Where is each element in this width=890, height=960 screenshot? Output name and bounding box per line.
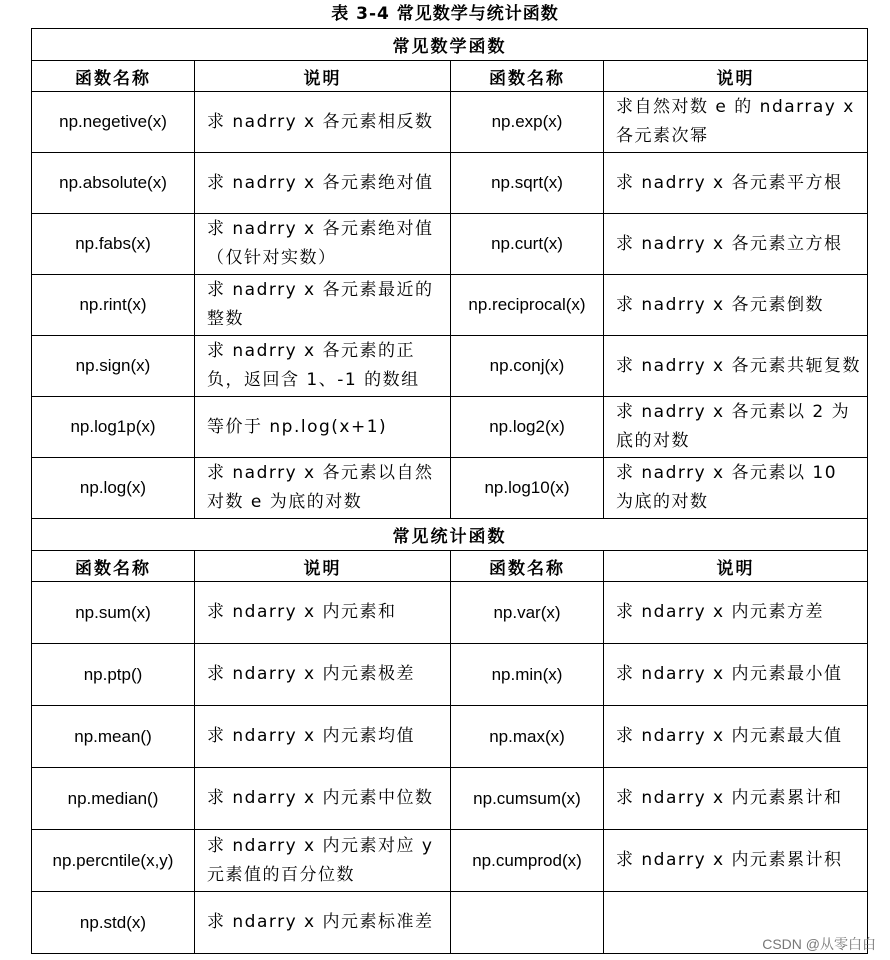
function-name: np.max(x) [451,706,604,768]
function-name: np.cumsum(x) [451,768,604,830]
function-description: 求自然对数 e 的 ndarray x 各元素次幂 [604,92,868,153]
function-description: 求 ndarry x 内元素累计积 [604,830,868,892]
function-name: np.percntile(x,y) [32,830,195,892]
math-section-title: 常见数学函数 [32,29,868,61]
function-description: 求 nadrry x 各元素最近的整数 [195,275,451,336]
function-description: 求 ndarry x 内元素对应 y 元素值的百分位数 [195,830,451,892]
function-name: np.sum(x) [32,582,195,644]
function-description: 求 nadrry x 各元素以自然对数 e 为底的对数 [195,458,451,519]
function-name: np.log10(x) [451,458,604,519]
function-name: np.sqrt(x) [451,153,604,214]
col-header-function-name: 函数名称 [451,61,604,92]
col-header-description: 说明 [604,61,868,92]
function-name: np.mean() [32,706,195,768]
function-name: np.var(x) [451,582,604,644]
table-row [32,458,868,519]
function-description: 求 nadrry x 各元素以 2 为底的对数 [604,397,868,458]
stats-section-title: 常见统计函数 [32,519,868,551]
function-name: np.negetive(x) [32,92,195,153]
table-row [32,892,868,954]
function-description: 求 nadrry x 各元素绝对值 [195,153,451,214]
function-description: 求 nadrry x 各元素以 10 为底的对数 [604,458,868,519]
table-caption: 表 3-4 常见数学与统计函数 [331,4,559,24]
function-description: 求 nadrry x 各元素平方根 [604,153,868,214]
function-description: 求 nadrry x 各元素立方根 [604,214,868,275]
function-name: np.reciprocal(x) [451,275,604,336]
watermark: CSDN @从零白白 [762,936,876,952]
col-header-description: 说明 [195,61,451,92]
function-name: np.sign(x) [32,336,195,397]
function-description: 求 ndarry x 内元素累计和 [604,768,868,830]
function-description: 求 nadrry x 各元素倒数 [604,275,868,336]
function-name: np.median() [32,768,195,830]
table-row [32,275,868,336]
function-name: np.rint(x) [32,275,195,336]
col-header-function-name: 函数名称 [32,61,195,92]
table-row [32,768,868,830]
table-row [32,644,868,706]
function-name: np.fabs(x) [32,214,195,275]
table-row [32,397,868,458]
table-row [32,153,868,214]
functions-table [31,28,868,954]
function-name: np.log1p(x) [32,397,195,458]
function-description: 求 ndarry x 内元素标准差 [195,892,451,954]
function-name: np.cumprod(x) [451,830,604,892]
function-name: np.log(x) [32,458,195,519]
function-name: np.curt(x) [451,214,604,275]
function-description: 求 nadrry x 各元素绝对值（仅针对实数） [195,214,451,275]
function-name: np.exp(x) [451,92,604,153]
col-header-function-name: 函数名称 [32,551,195,582]
function-name: np.ptp() [32,644,195,706]
table-row [32,706,868,768]
function-description: 求 ndarry x 内元素最小值 [604,644,868,706]
function-description: 求 nadrry x 各元素相反数 [195,92,451,153]
col-header-description: 说明 [604,551,868,582]
col-header-description: 说明 [195,551,451,582]
table-row [32,582,868,644]
table-row [32,92,868,153]
function-name [451,892,604,954]
function-description: 求 ndarry x 内元素和 [195,582,451,644]
function-description: 求 nadrry x 各元素共轭复数 [604,336,868,397]
function-name: np.min(x) [451,644,604,706]
function-description: 等价于 np.log(x+1) [195,397,451,458]
function-description: 求 ndarry x 内元素极差 [195,644,451,706]
table-row [32,830,868,892]
table-row [32,336,868,397]
function-description: 求 ndarry x 内元素最大值 [604,706,868,768]
function-description: 求 ndarry x 内元素均值 [195,706,451,768]
function-name: np.absolute(x) [32,153,195,214]
table-row [32,214,868,275]
function-description: 求 ndarry x 内元素中位数 [195,768,451,830]
col-header-function-name: 函数名称 [451,551,604,582]
function-name: np.conj(x) [451,336,604,397]
function-name: np.log2(x) [451,397,604,458]
function-name: np.std(x) [32,892,195,954]
function-description: 求 nadrry x 各元素的正负，返回含 1、-1 的数组 [195,336,451,397]
function-description: 求 ndarry x 内元素方差 [604,582,868,644]
